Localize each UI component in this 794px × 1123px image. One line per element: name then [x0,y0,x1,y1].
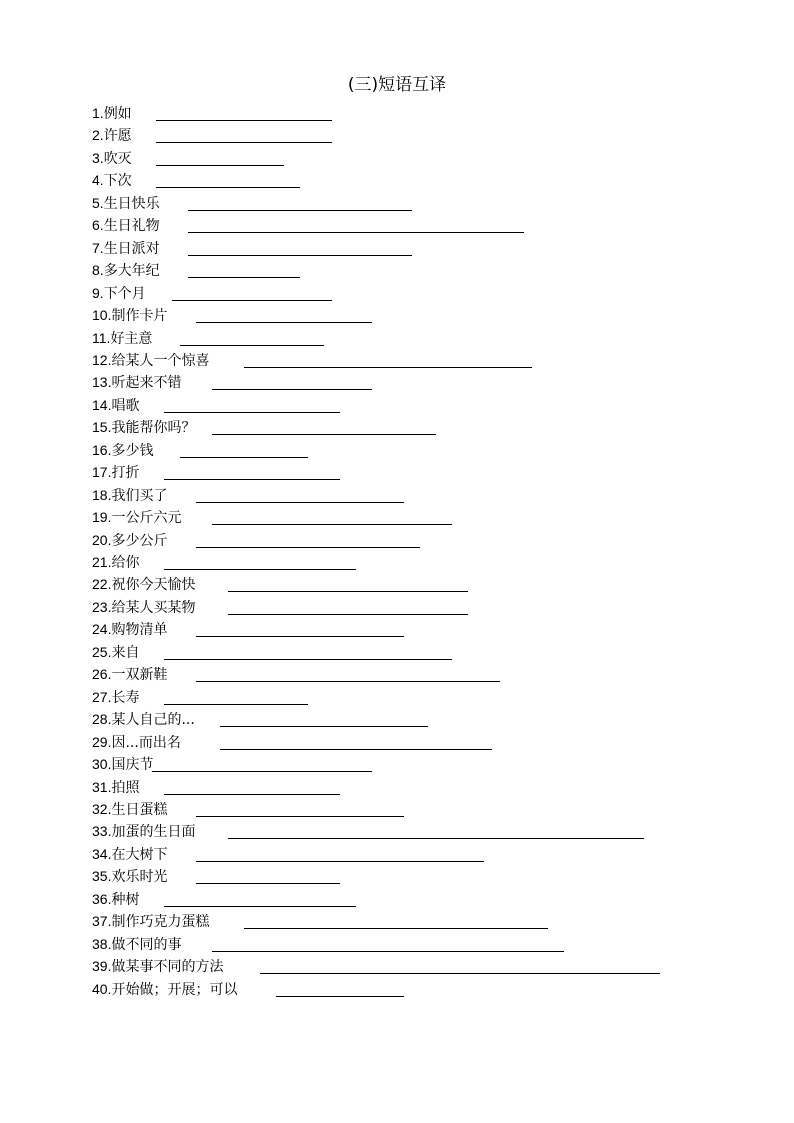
item-number: 34. [92,846,112,862]
answer-blank[interactable] [188,277,300,278]
item-number: 5. [92,195,104,211]
answer-blank[interactable] [164,412,340,413]
phrase-item [92,440,153,460]
item-phrase: 唱歌 [111,398,140,414]
answer-blank[interactable] [244,928,548,929]
item-number: 8. [92,262,104,278]
phrase-item [92,732,181,752]
phrase-item [92,934,181,954]
item-number: 22. [92,576,112,592]
phrase-item [92,597,195,617]
answer-blank[interactable] [164,659,452,660]
item-number: 28. [92,711,112,727]
answer-blank[interactable] [188,210,412,211]
phrase-item [92,821,195,841]
answer-blank[interactable] [164,794,340,795]
item-number: 13. [92,374,112,390]
item-number: 14. [92,397,112,413]
item-phrase: 给某人买某物 [111,600,196,616]
phrase-item [92,574,195,594]
item-number: 15. [92,419,112,435]
answer-blank[interactable] [228,614,468,615]
item-number: 21. [92,554,112,570]
item-number: 3. [92,150,104,166]
item-number: 30. [92,756,112,772]
item-phrase: 听起来不错 [111,375,182,391]
item-number: 35. [92,868,112,884]
phrase-item [92,956,223,976]
phrase-item [92,372,181,392]
item-number: 29. [92,734,112,750]
answer-blank[interactable] [196,547,420,548]
item-number: 4. [92,172,104,188]
answer-blank[interactable] [196,502,404,503]
item-phrase: 在大树下 [111,847,168,863]
phrase-item [92,283,146,303]
answer-blank[interactable] [196,681,500,682]
phrase-item [92,125,132,145]
answer-blank[interactable] [180,457,308,458]
item-number: 38. [92,936,112,952]
answer-blank[interactable] [276,996,404,997]
item-phrase: 多少公斤 [111,533,168,549]
item-number: 18. [92,487,112,503]
answer-blank[interactable] [220,749,492,750]
item-phrase: 生日蛋糕 [111,802,168,818]
item-number: 25. [92,644,112,660]
phrase-item [92,350,209,370]
phrase-item [92,709,195,729]
answer-blank[interactable] [156,120,332,121]
item-phrase: 多少钱 [111,443,154,459]
item-phrase: 下次 [103,173,132,189]
phrase-item [92,844,167,864]
item-phrase: 生日礼物 [103,218,160,234]
answer-blank[interactable] [212,434,436,435]
answer-blank[interactable] [220,726,428,727]
item-phrase: 我能帮你吗？ [111,420,196,436]
answer-blank[interactable] [244,367,532,368]
phrase-item [92,799,167,819]
item-phrase: 吹灭 [103,151,132,167]
item-phrase: 下个月 [103,286,146,302]
item-number: 16. [92,442,112,458]
item-phrase: 给你 [111,555,140,571]
phrase-item [92,193,160,213]
phrase-item [92,328,152,348]
item-phrase: 某人自己的... [111,712,195,728]
item-number: 9. [92,285,104,301]
phrase-item [92,417,195,437]
phrase-item [92,462,139,482]
item-phrase: 因...而出名 [111,735,181,751]
item-phrase: 种树 [111,892,140,908]
item-phrase: 生日派对 [103,241,160,257]
phrase-item [92,530,167,550]
item-phrase: 例如 [103,106,132,122]
phrase-item [92,507,181,527]
item-number: 12. [92,352,112,368]
phrase-item [92,866,167,886]
item-number: 2. [92,127,104,143]
item-number: 10. [92,307,112,323]
item-phrase: 加蛋的生日面 [111,824,196,840]
phrase-item [92,260,160,280]
item-phrase: 许愿 [103,128,132,144]
phrase-item [92,485,167,505]
item-number: 11. [92,330,111,346]
answer-blank[interactable] [228,591,468,592]
phrase-item [92,552,139,572]
answer-blank[interactable] [196,322,372,323]
answer-blank[interactable] [212,389,372,390]
item-number: 7. [92,240,104,256]
item-phrase: 国庆节 [111,757,154,773]
phrase-item [92,687,139,707]
item-number: 27. [92,689,112,705]
phrase-item [92,148,132,168]
item-number: 23. [92,599,112,615]
answer-blank[interactable] [188,255,412,256]
answer-blank[interactable] [164,704,308,705]
answer-blank[interactable] [156,142,332,143]
item-phrase: 我们买了 [111,488,168,504]
answer-blank[interactable] [188,232,524,233]
phrase-item [92,889,139,909]
item-number: 19. [92,509,112,525]
answer-blank[interactable] [164,906,356,907]
phrase-item [92,664,167,684]
answer-blank[interactable] [156,165,284,166]
answer-blank[interactable] [196,883,340,884]
item-number: 32. [92,801,112,817]
item-number: 6. [92,217,104,233]
item-phrase: 好主意 [110,331,153,347]
answer-blank[interactable] [152,771,372,772]
item-number: 36. [92,891,112,907]
phrase-item [92,777,139,797]
answer-blank[interactable] [228,838,644,839]
item-number: 37. [92,913,112,929]
item-phrase: 做某事不同的方法 [111,959,224,975]
phrase-item [92,979,237,999]
phrase-item [92,911,209,931]
item-number: 33. [92,823,112,839]
item-phrase: 生日快乐 [103,196,160,212]
item-number: 26. [92,666,112,682]
item-number: 40. [92,981,112,997]
item-phrase: 欢乐时光 [111,869,168,885]
answer-blank[interactable] [196,816,404,817]
item-phrase: 制作卡片 [111,308,168,324]
answer-blank[interactable] [260,973,660,974]
item-phrase: 做不同的事 [111,937,182,953]
answer-blank[interactable] [164,479,340,480]
item-phrase: 多大年纪 [103,263,160,279]
item-number: 31. [92,779,112,795]
item-phrase: 一公斤六元 [111,510,182,526]
item-phrase: 祝你今天愉快 [111,577,196,593]
item-phrase: 长寿 [111,690,140,706]
item-number: 20. [92,532,112,548]
answer-blank[interactable] [172,300,332,301]
worksheet-title: (三)短语互译 [347,75,447,95]
answer-blank[interactable] [180,345,324,346]
item-phrase: 拍照 [111,780,140,796]
item-phrase: 制作巧克力蛋糕 [111,914,210,930]
item-phrase: 给某人一个惊喜 [111,353,210,369]
phrase-item [92,170,132,190]
item-phrase: 一双新鞋 [111,667,168,683]
item-number: 17. [92,464,112,480]
item-phrase: 来自 [111,645,140,661]
item-phrase: 打折 [111,465,140,481]
phrase-item [92,238,160,258]
phrase-item [92,642,139,662]
phrase-item [92,215,160,235]
answer-blank[interactable] [196,636,404,637]
answer-blank[interactable] [196,861,484,862]
phrase-item [92,103,132,123]
phrase-item [92,305,167,325]
answer-blank[interactable] [164,569,356,570]
phrase-item [92,619,167,639]
item-number: 1. [92,105,104,121]
item-number: 39. [92,958,112,974]
item-phrase: 开始做；开展；可以 [111,982,238,998]
item-number: 24. [92,621,112,637]
answer-blank[interactable] [212,524,452,525]
phrase-item [92,395,139,415]
answer-blank[interactable] [212,951,564,952]
answer-blank[interactable] [156,187,300,188]
item-phrase: 购物清单 [111,622,168,638]
phrase-item [92,754,153,774]
